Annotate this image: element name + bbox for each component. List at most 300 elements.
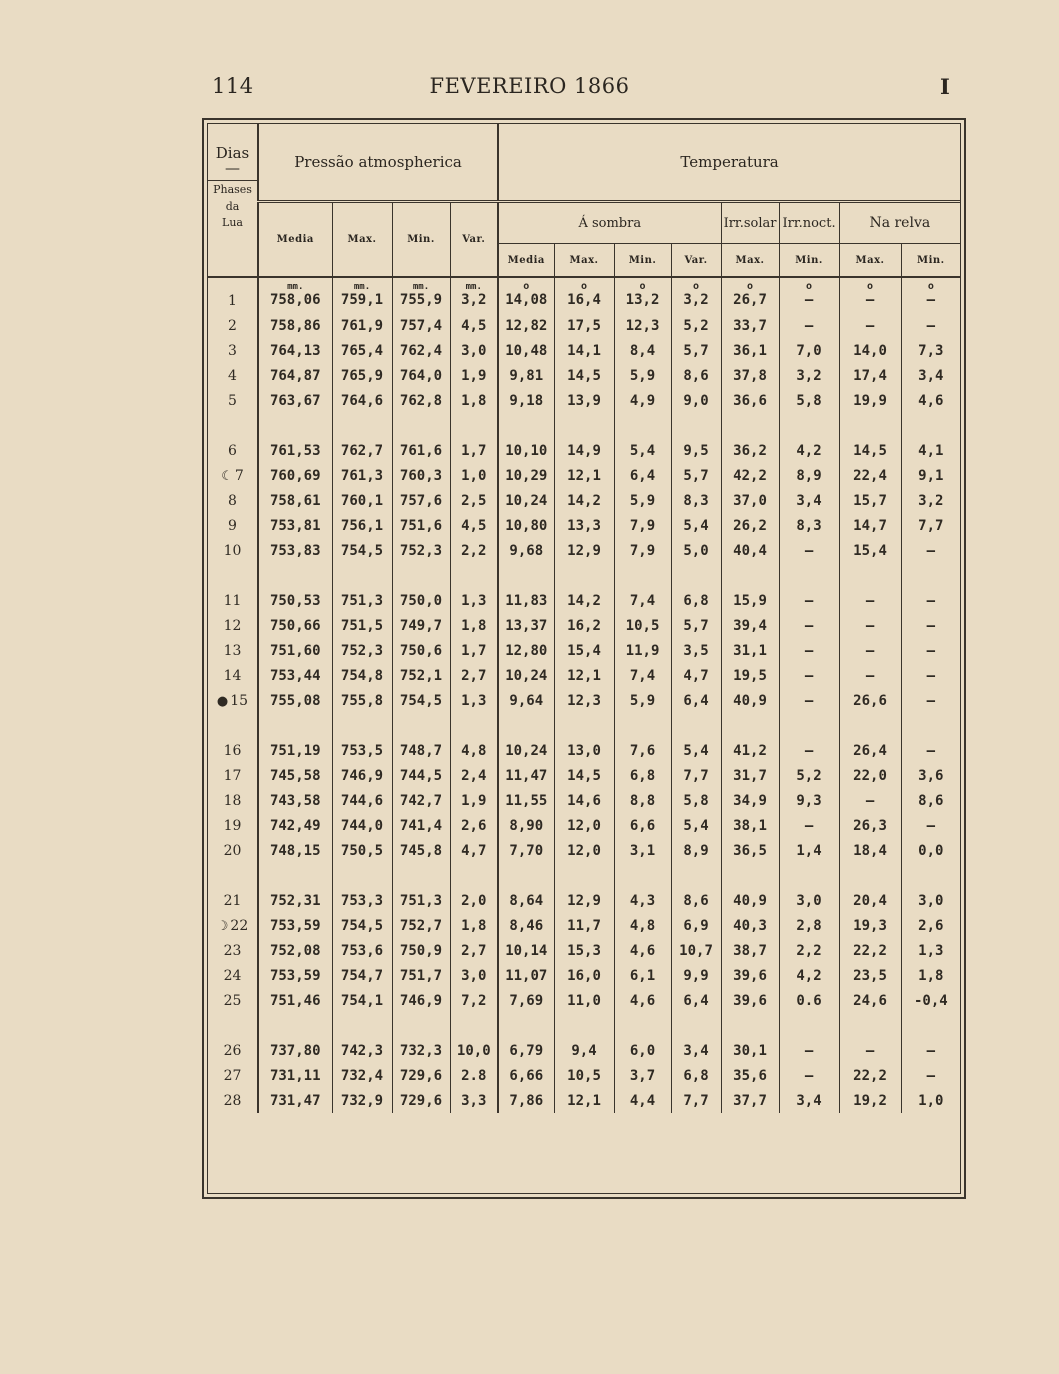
pressao-var-value: 4,5 <box>461 317 487 334</box>
pressao-var-cell <box>450 388 498 413</box>
relva-max-value: — <box>865 642 875 659</box>
irr-noct-min-cell <box>779 988 839 1013</box>
pressao-min-value: 750,6 <box>399 642 443 659</box>
irr-solar-max-cell <box>721 1088 779 1113</box>
pressao-min-cell <box>392 613 450 638</box>
irr-noct-min-value: 3,4 <box>796 492 822 509</box>
sombra-var-cell <box>671 277 721 313</box>
pressao-min-cell <box>392 813 450 838</box>
day-number: 13 <box>223 642 242 659</box>
pressao-var-value: 4,7 <box>461 842 487 859</box>
day-cell <box>208 1088 258 1113</box>
sombra-var-cell <box>671 1038 721 1063</box>
relva-min-value: — <box>926 817 936 834</box>
pressao-var-cell <box>450 963 498 988</box>
relva-max-value: 26,6 <box>853 692 887 709</box>
pressao-var-cell <box>450 1063 498 1088</box>
pressao-media-value: 752,08 <box>269 942 321 959</box>
relva-max-cell <box>839 1063 901 1088</box>
sombra-max-cell <box>554 888 614 913</box>
pressao-media-value: 750,66 <box>269 617 321 634</box>
day-number: 7 <box>234 467 244 484</box>
pressao-min-value: 750,0 <box>399 592 443 609</box>
pressao-min-value: 757,4 <box>399 317 443 334</box>
pressao-var-cell <box>450 888 498 913</box>
irr-noct-min-value: — <box>804 692 814 709</box>
pressao-max-cell <box>332 338 392 363</box>
irr-solar-max-cell <box>721 538 779 563</box>
table-row <box>208 913 960 938</box>
day-cell <box>208 313 258 338</box>
sombra-media-cell <box>498 613 554 638</box>
relva-min-cell <box>901 613 960 638</box>
pressao-max-cell <box>332 538 392 563</box>
sombra-max-cell <box>554 338 614 363</box>
day-cell <box>208 338 258 363</box>
relva-min-cell <box>901 313 960 338</box>
sombra-max-value: 12,1 <box>567 1092 601 1109</box>
sombra-max-value: 14,2 <box>567 492 601 509</box>
irr-noct-min-value: — <box>804 742 814 759</box>
sombra-min-cell <box>614 488 671 513</box>
sombra-var-cell <box>671 388 721 413</box>
relva-max-value: 14,0 <box>853 342 887 359</box>
relva-min-cell <box>901 988 960 1013</box>
pressao-min-cell <box>392 838 450 863</box>
day-number: 11 <box>223 592 242 609</box>
sombra-var-value: 7,7 <box>683 767 709 784</box>
table-row <box>208 1063 960 1088</box>
irr-noct-min-value: 1,4 <box>796 842 822 859</box>
table-row <box>208 963 960 988</box>
page-mark: I <box>940 74 951 99</box>
page-title: FEVEREIRO 1866 <box>429 74 630 98</box>
relva-min-cell <box>901 813 960 838</box>
sombra-max-cell <box>554 463 614 488</box>
relva-min-cell <box>901 463 960 488</box>
pressao-max-cell <box>332 888 392 913</box>
pressao-var-cell <box>450 813 498 838</box>
irr-noct-min-cell <box>779 1088 839 1113</box>
sombra-media-cell <box>498 963 554 988</box>
irr-noct-min-value: — <box>804 592 814 609</box>
sombra-max-cell <box>554 363 614 388</box>
pressao-max-value: 754,5 <box>340 542 384 559</box>
irr-solar-max-cell <box>721 763 779 788</box>
relva-max-cell <box>839 663 901 688</box>
table-row <box>208 463 960 488</box>
pressao-media-value: 742,49 <box>269 817 321 834</box>
sombra-max-cell <box>554 838 614 863</box>
sombra-max-value: 14,1 <box>567 342 601 359</box>
pressao-media-value: 753,59 <box>269 917 321 934</box>
sombra-var-value: 6,4 <box>683 692 709 709</box>
pressao-min-value: 752,1 <box>399 667 443 684</box>
sombra-var-value: 3,4 <box>683 1042 709 1059</box>
sombra-max-cell <box>554 813 614 838</box>
irr-noct-min-cell <box>779 838 839 863</box>
irr-solar-max-cell <box>721 1063 779 1088</box>
sombra-media-value: 7,86 <box>509 1092 544 1109</box>
day-cell <box>208 1038 258 1063</box>
sombra-media-value: 8,64 <box>509 892 544 909</box>
pressao-media-cell <box>258 463 332 488</box>
sombra-min-cell <box>614 963 671 988</box>
irr-noct-min-cell <box>779 888 839 913</box>
pressao-max-cell <box>332 638 392 663</box>
irr-noct-min-cell <box>779 538 839 563</box>
irr-noct-min-cell <box>779 763 839 788</box>
relva-min-cell <box>901 1063 960 1088</box>
pressao-media-value: 764,13 <box>269 342 321 359</box>
relva-max-cell <box>839 277 901 313</box>
irr-noct-min-value: 3,2 <box>796 367 822 384</box>
irr-solar-max-cell <box>721 513 779 538</box>
pressao-media-value: 755,08 <box>269 692 321 709</box>
relva-max-value: 19,9 <box>853 392 887 409</box>
sombra-var-cell <box>671 538 721 563</box>
pressao-min-value: 732,3 <box>399 1042 443 1059</box>
pressao-media-value: 751,60 <box>269 642 321 659</box>
pressao-max-value: 754,7 <box>340 967 384 984</box>
pressao-media-value: 737,80 <box>269 1042 321 1059</box>
sombra-var-cell <box>671 738 721 763</box>
relva-min-value: 0,0 <box>918 842 944 859</box>
sombra-media-value: 7,70 <box>509 842 544 859</box>
day-cell <box>208 938 258 963</box>
sombra-media-cell <box>498 988 554 1013</box>
sombra-var-cell <box>671 1063 721 1088</box>
irr-noct-min-value: 4,2 <box>796 442 822 459</box>
sombra-min-cell <box>614 277 671 313</box>
sombra-media-header: Media <box>498 244 554 278</box>
sombra-media-value: 10,14 <box>505 942 548 959</box>
pressao-min-cell <box>392 638 450 663</box>
relva-max-value: 26,3 <box>853 817 887 834</box>
sombra-max-cell <box>554 388 614 413</box>
relva-min-value: — <box>926 292 936 308</box>
sombra-min-cell <box>614 788 671 813</box>
irr-noct-min-value: — <box>804 642 814 659</box>
sombra-media-cell <box>498 663 554 688</box>
irr-noct-min-value: 3,4 <box>796 1092 822 1109</box>
pressao-max-cell <box>332 513 392 538</box>
sombra-var-cell <box>671 363 721 388</box>
sombra-max-cell <box>554 663 614 688</box>
sombra-media-cell <box>498 277 554 313</box>
irr-solar-max-cell <box>721 663 779 688</box>
day-number: 3 <box>228 342 237 359</box>
pressao-var-cell <box>450 438 498 463</box>
pressao-min-value: 749,7 <box>399 617 443 634</box>
relva-min-cell <box>901 277 960 313</box>
dias-dash: — <box>225 159 240 177</box>
sombra-var-cell <box>671 588 721 613</box>
pressao-min-value: 762,4 <box>399 342 443 359</box>
pressao-min-value: 729,6 <box>399 1067 443 1084</box>
sombra-media-cell <box>498 588 554 613</box>
relva-min-value: 7,7 <box>918 517 944 534</box>
irr-solar-max-value: 36,5 <box>733 842 767 859</box>
sombra-min-cell <box>614 763 671 788</box>
pressao-media-value: 758,61 <box>269 492 321 509</box>
relva-max-cell <box>839 338 901 363</box>
pressao-media-value: 743,58 <box>269 792 321 809</box>
pressao-max-value: 753,3 <box>340 892 384 909</box>
table-row <box>208 538 960 563</box>
day-number: 20 <box>223 842 242 859</box>
irr-solar-max-cell <box>721 788 779 813</box>
sombra-var-value: 8,3 <box>683 492 709 509</box>
pressao-min-cell <box>392 938 450 963</box>
sombra-var-header: Var. <box>671 244 721 278</box>
pressao-max-cell <box>332 1088 392 1113</box>
pressao-header: Pressão atmospherica <box>258 124 498 202</box>
pressao-media-value: 751,46 <box>269 992 321 1009</box>
pressao-min-cell <box>392 988 450 1013</box>
relva-max-value: — <box>865 1042 875 1059</box>
sombra-max-cell <box>554 538 614 563</box>
sombra-min-value: 6,6 <box>629 817 656 834</box>
sombra-max-value: 12,3 <box>567 692 601 709</box>
relva-max-cell <box>839 988 901 1013</box>
relva-min-value: 3,2 <box>918 492 944 509</box>
table-row <box>208 277 960 313</box>
irr-solar-max-value: 40,9 <box>733 892 767 909</box>
da-label: da <box>225 200 240 213</box>
irr-solar-max-value: 40,3 <box>733 917 767 934</box>
sombra-min-cell <box>614 663 671 688</box>
irr-noct-min-value: — <box>804 817 814 834</box>
pressao-var-value: 3,0 <box>461 967 487 984</box>
relva-max-value: — <box>865 617 875 634</box>
pressao-max-value: 744,0 <box>340 817 384 834</box>
pressao-var-value: 1,0 <box>461 467 487 484</box>
sombra-min-cell <box>614 638 671 663</box>
table-row <box>208 1088 960 1113</box>
table-row <box>208 638 960 663</box>
sombra-media-value: 12,82 <box>505 317 548 334</box>
sombra-media-value: 9,81 <box>509 367 544 384</box>
sombra-media-value: 10,24 <box>505 667 548 684</box>
sombra-media-cell <box>498 538 554 563</box>
table-row <box>208 688 960 713</box>
sombra-min-value: 4,3 <box>629 892 656 909</box>
sombra-var-value: 5,8 <box>683 792 709 809</box>
irr-noct-min-value: — <box>804 617 814 634</box>
pressao-min-cell <box>392 1088 450 1113</box>
irr-noct-min-value: — <box>804 667 814 684</box>
day-cell <box>208 388 258 413</box>
pressao-media-value: 731,11 <box>269 1067 321 1084</box>
sombra-var-value: 6,9 <box>683 917 709 934</box>
pressao-var-cell <box>450 838 498 863</box>
irr-noct-min-cell <box>779 338 839 363</box>
day-cell <box>208 1063 258 1088</box>
pressao-max-cell <box>332 938 392 963</box>
pressao-media-value: 753,59 <box>269 967 321 984</box>
group-spacer <box>208 863 960 888</box>
sombra-var-value: 9,5 <box>683 442 709 459</box>
table-row <box>208 888 960 913</box>
pressao-var-cell <box>450 663 498 688</box>
pressao-var-cell <box>450 1088 498 1113</box>
day-number: 8 <box>228 492 237 509</box>
pressao-min-value: 729,6 <box>399 1092 443 1109</box>
pressao-var-cell <box>450 763 498 788</box>
irr-noct-min-value: 4,2 <box>796 967 822 984</box>
pressao-min-value: 757,6 <box>399 492 443 509</box>
irr-noct-min-cell <box>779 788 839 813</box>
table-row <box>208 663 960 688</box>
sombra-max-cell <box>554 513 614 538</box>
irr-solar-max-value: 35,6 <box>733 1067 767 1084</box>
sombra-var-value: 7,7 <box>683 1092 709 1109</box>
sombra-max-value: 16,0 <box>567 967 601 984</box>
relva-min-value: 9,1 <box>918 467 944 484</box>
sombra-media-value: 6,66 <box>509 1067 544 1084</box>
sombra-max-cell <box>554 788 614 813</box>
irr-solar-max-cell <box>721 277 779 313</box>
pressao-var-value: 3,0 <box>461 342 487 359</box>
relva-max-cell <box>839 688 901 713</box>
irr-noct-min-value: — <box>804 542 814 559</box>
relva-min-cell <box>901 688 960 713</box>
sombra-min-value: 10,5 <box>625 617 660 634</box>
pressao-var-value: 2,5 <box>461 492 487 509</box>
day-cell <box>208 738 258 763</box>
pressao-max-cell <box>332 438 392 463</box>
relva-max-value: 24,6 <box>853 992 887 1009</box>
pressao-max-value: 759,1 <box>340 292 384 308</box>
irr-solar-max-value: 31,7 <box>733 767 767 784</box>
relva-max-value: — <box>865 592 875 609</box>
irr-solar-max-cell <box>721 813 779 838</box>
pressao-max-value: 753,5 <box>340 742 384 759</box>
pressao-max-cell <box>332 463 392 488</box>
pressao-var-cell <box>450 313 498 338</box>
group-spacer <box>208 713 960 738</box>
irr-noct-min-cell <box>779 913 839 938</box>
day-cell <box>208 788 258 813</box>
irr-solar-max-value: 39,4 <box>733 617 767 634</box>
sombra-media-cell <box>498 913 554 938</box>
sombra-media-cell <box>498 513 554 538</box>
sombra-media-cell <box>498 763 554 788</box>
irr-solar-max-value: 38,7 <box>733 942 767 959</box>
sombra-min-value: 13,2 <box>625 292 660 308</box>
day-cell <box>208 277 258 313</box>
sombra-var-value: 8,6 <box>683 367 709 384</box>
sombra-var-value: 5,0 <box>683 542 709 559</box>
pressao-media-value: 748,15 <box>269 842 321 859</box>
sombra-min-cell <box>614 888 671 913</box>
pressao-max-value: 753,6 <box>340 942 384 959</box>
relva-min-value: 1,0 <box>918 1092 944 1109</box>
pressao-min-cell <box>392 1038 450 1063</box>
relva-max-cell <box>839 313 901 338</box>
pressao-min-value: 744,5 <box>399 767 443 784</box>
pressao-var-value: 2,0 <box>461 892 487 909</box>
relva-max-value: 19,2 <box>853 1092 887 1109</box>
pressao-media-header: Media <box>258 202 332 278</box>
sombra-media-cell <box>498 938 554 963</box>
irr-solar-max-header: Max. <box>721 244 779 278</box>
relva-min-cell <box>901 1038 960 1063</box>
sombra-var-value: 9,0 <box>683 392 709 409</box>
sombra-min-value: 4,8 <box>629 917 656 934</box>
pressao-max-cell <box>332 788 392 813</box>
pressao-min-value: 752,3 <box>399 542 443 559</box>
table-row <box>208 738 960 763</box>
degree-mark: o <box>747 281 754 292</box>
sombra-max-cell <box>554 1063 614 1088</box>
pressao-media-cell <box>258 888 332 913</box>
sombra-min-value: 6,4 <box>629 467 656 484</box>
sombra-media-value: 6,79 <box>509 1042 544 1059</box>
sombra-max-cell <box>554 313 614 338</box>
sombra-min-cell <box>614 938 671 963</box>
pressao-var-cell <box>450 638 498 663</box>
pressao-min-value: 745,8 <box>399 842 443 859</box>
irr-noct-min-cell <box>779 813 839 838</box>
pressao-media-value: 753,83 <box>269 542 321 559</box>
day-number: 16 <box>223 742 242 759</box>
relva-max-value: 15,7 <box>853 492 887 509</box>
pressao-max-cell <box>332 313 392 338</box>
day-number: 22 <box>230 917 249 934</box>
relva-min-header: Min. <box>901 244 960 278</box>
na-relva-header: Na relva <box>839 202 960 244</box>
pressao-min-value: 748,7 <box>399 742 443 759</box>
table-row <box>208 438 960 463</box>
day-cell <box>208 588 258 613</box>
sombra-min-cell <box>614 438 671 463</box>
pressao-media-cell <box>258 588 332 613</box>
pressao-min-value: 746,9 <box>399 992 443 1009</box>
sombra-media-value: 10,48 <box>505 342 548 359</box>
day-cell <box>208 888 258 913</box>
irr-noct-min-cell <box>779 363 839 388</box>
sombra-header: Á sombra <box>498 202 721 244</box>
pressao-max-value: 744,6 <box>340 792 384 809</box>
relva-max-value: 20,4 <box>853 892 887 909</box>
sombra-max-value: 15,3 <box>567 942 601 959</box>
irr-noct-min-value: — <box>804 1042 814 1059</box>
sombra-max-value: 9,4 <box>571 1042 597 1059</box>
sombra-var-cell <box>671 688 721 713</box>
sombra-var-cell <box>671 963 721 988</box>
relva-min-cell <box>901 538 960 563</box>
table-row <box>208 488 960 513</box>
sombra-max-value: 11,7 <box>567 917 601 934</box>
irr-solar-max-cell <box>721 888 779 913</box>
sombra-media-value: 10,24 <box>505 742 548 759</box>
sombra-media-value: 9,64 <box>509 692 544 709</box>
relva-max-value: 15,4 <box>853 542 887 559</box>
pressao-max-value: 755,8 <box>340 692 384 709</box>
sombra-min-value: 7,6 <box>629 742 656 759</box>
pressao-var-value: 2,4 <box>461 767 487 784</box>
day-cell <box>208 438 258 463</box>
irr-noct-min-cell <box>779 688 839 713</box>
group-spacer <box>208 563 960 588</box>
sombra-media-cell <box>498 838 554 863</box>
table-frame-inner <box>207 123 961 1194</box>
relva-max-value: — <box>865 292 875 308</box>
pressao-var-cell <box>450 277 498 313</box>
group-spacer <box>208 1013 960 1038</box>
